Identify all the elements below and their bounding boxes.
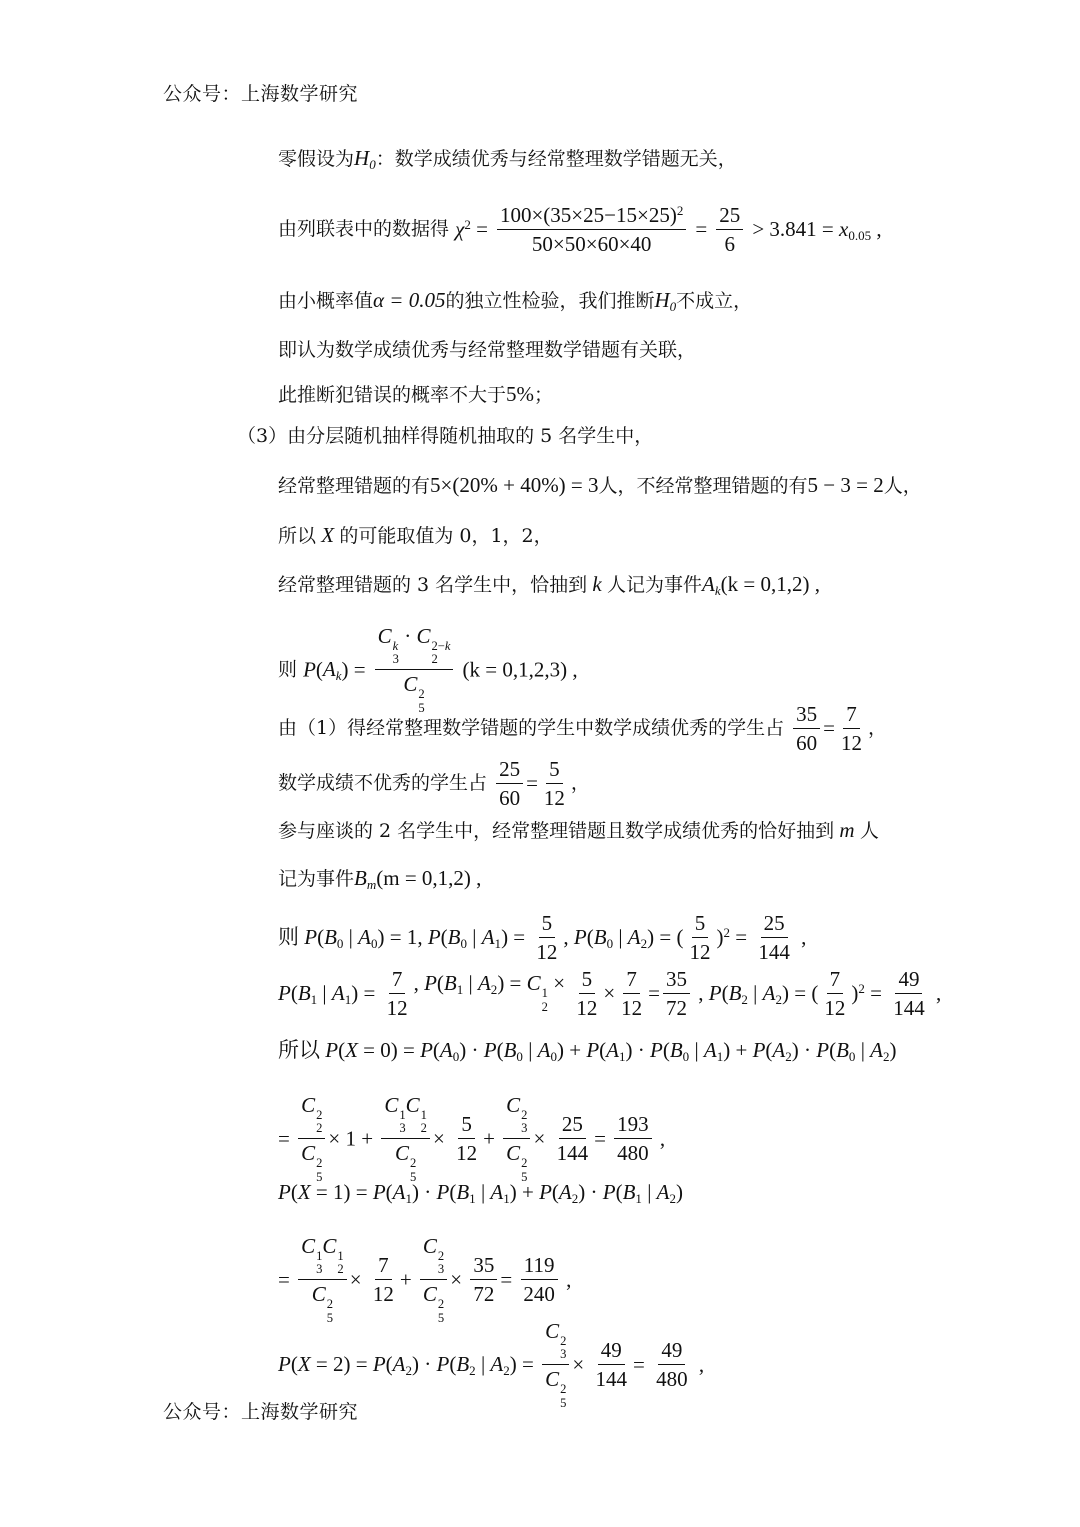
chi-square-line: 由列联表中的数据得 $\chi^2$ = $\frac{100\times(35\times 25-15\times 25)^2}{50\times 50\times 60\times 40}$ = $\frac{25}{6}$ > $3.841 = x_{0.05}$ , [278, 202, 882, 257]
p-x0-expansion-line: 所以 $P(X = 0) = P(A_0) \cdot P(B_0$ | $A_0) + P(A_1) \cdot P(B_0$ | $A_1) + P(A_2) \cdot P(B_0$ | $A_2$) [278, 1038, 897, 1064]
not-excellent-ratio-line: 数学成绩不优秀的学生占 $\frac{25}{60}$ = $\frac{5}{12}$ ， [278, 757, 590, 811]
p-x1-value-line: = C 1 3 C 1 2 C 2 5 × $\frac{7}{12}$ + C 2 3 C 2 5 × $\frac{35}{72}$ = $\frac{119}{240}$ , [278, 1234, 572, 1325]
error-probability-line: 此推断犯错误的概率不大于5%； [278, 382, 554, 406]
inference-line: 由小概率值α = 0.05的独立性检验，我们推断$H_0$不成立， [278, 288, 753, 314]
part3-intro-line: （3）由分层随机抽样得随机抽取的 5 名学生中， [237, 425, 654, 447]
excellent-ratio-line: 由（1）得经常整理数学错题的学生中数学成绩优秀的学生占 $\frac{35}{60}$ = $\frac{7}{12}$ ， [278, 702, 887, 756]
p-x2-line: $P(X = 2) = P(A_2) \cdot P(B_2$ | $A_2$) = C 2 3 C 2 5 × $\frac{49}{144}$ = $\frac{49}{480}$ , [278, 1319, 705, 1410]
event-a-line: 经常整理错题的 3 名学生中，恰抽到 k 人记为事件$A_k(k = 0,1,2)$ , [278, 572, 820, 598]
p-b0-line: 则 $P(B_0$ | $A_0) = 1$, $P(B_0$ | $A_1$) = $\frac{5}{12}$ , $P(B_0$ | $A_2$) = ( $\frac{5}{12}$ )$^2$ = $\frac{25}{144}$ , [278, 911, 807, 965]
event-b-line: 记为事件$B_m(m = 0,1,2)$ , [278, 866, 482, 892]
stratified-count-line: 经常整理错题的有5×(20% + 40%) = 3人，不经常整理错题的有5 − 3 = 2人， [278, 473, 922, 497]
p-x0-value-line: = C 2 2 C 2 5 × 1 + C 1 3 C 1 2 C 2 5 × $\frac{5}{12}$ + C 2 3 C 2 5 × $\frac{25}{144}$ = $\frac{193}{480}$ , [278, 1093, 666, 1184]
x-values-line: 所以 X 的可能取值为 0，1，2， [278, 523, 553, 547]
symposium-line: 参与座谈的 2 名学生中，经常整理错题且数学成绩优秀的恰好抽到 m 人 [278, 818, 879, 842]
conclusion-line: 即认为数学成绩优秀与经常整理数学错题有关联， [278, 339, 697, 361]
header-watermark-top: 公众号：上海数学研究 [163, 83, 359, 105]
null-hypothesis-line: 零假设为$H_0$：数学成绩优秀与经常整理数学错题无关， [278, 146, 737, 172]
p-x1-expansion-line: $P(X = 1) = P(A_1) \cdot P(B_1$ | $A_1) + P(A_2) \cdot P(B_1$ | $A_2$) [278, 1180, 683, 1206]
chi-square-fraction: $\frac{100\times(35\times 25-15\times 25)^2}{50\times 50\times 60\times 40}$ [497, 204, 686, 255]
p-ak-formula-line: 则 $P(A_k)$ = C k 3 · C 2−k 2 C 2 5 (k = 0,1,2,3) , [278, 624, 578, 715]
p-b1-b2-line: $P(B_1$ | $A_1$) = $\frac{7}{12}$ , $P(B_1$ | $A_2) = C$ 1 2 × $\frac{5}{12}$ × $\frac{7}{12}$ = $\frac{35}{72}$ , $P(B_2$ | $A_2$) = ( $\frac{7}{12}$ )$^2$ = $\frac{49}{144}$ , [278, 967, 942, 1021]
header-watermark-bottom: 公众号：上海数学研究 [163, 1401, 359, 1423]
